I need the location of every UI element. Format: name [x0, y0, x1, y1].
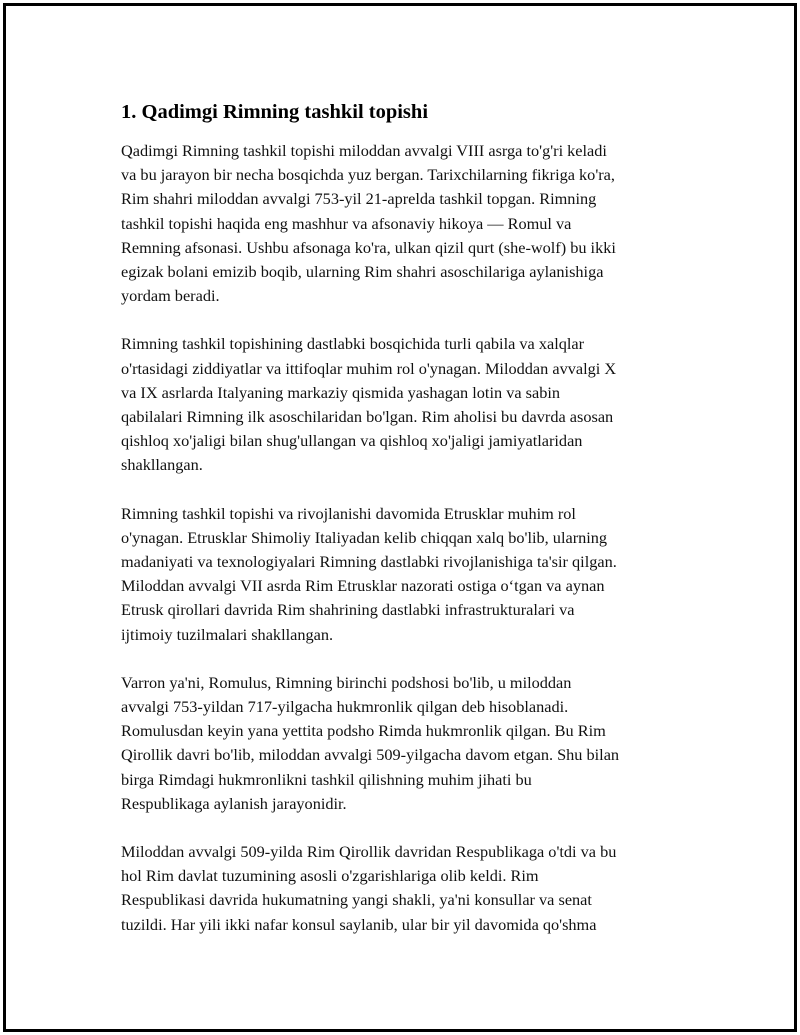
- document-body: [121, 99, 691, 961]
- paragraph-4: Varron ya'ni, Romulus, Rimning birinchi podshosi bo'lib, u miloddan avvalgi 753-yildan 717-yilgacha hukmronlik qilgan deb hisoblanadi. Romulusdan keyin yana yettita podsho Rimda hukmronlik qilgan. Bu Rim Qirollik davri bo'lib, miloddan avvalgi 509-yilgacha davom etgan. Shu bilan birga Rimdagi hukmronlikni tashkil qilishning muhim jihati bu Respublikaga aylanish jarayonidir.: [121, 672, 620, 813]
- page-frame: [3, 3, 797, 1032]
- paragraph-2: Rimning tashkil topishining dastlabki bosqichida turli qabila va xalqlar o'rtasidagi ziddiyatlar va ittifoqlar muhim rol o'ynagan. Miloddan avvalgi X va IX asrlarda Italyaning markaziy qismida yashagan lotin va sabin qabilalari Rimning ilk asoschilaridan bo'lgan. Rim aholisi bu davrda asosan qishloq xo'jaligi bilan shug'ullangan va qishloq xo'jaligi jamiyatlaridan shakllangan.: [121, 334, 617, 475]
- paragraph-3: Rimning tashkil topishi va rivojlanishi davomida Etrusklar muhim rol o'ynagan. Etrusklar Shimoliy Italiyadan kelib chiqqan xalq bo'lib, ularning madaniyati va texnologiyalari Rimning dastlabki rivojlanishiga ta'sir qilgan. Miloddan avvalgi VII asrda Rim Etrusklar nazorati ostiga o‘tgan va aynan Etrusk qirollari davrida Rim shahrining dastlabki infrastrukturalari va ijtimoiy tuzilmalari shakllangan.: [121, 503, 617, 644]
- paragraph-1: Qadimgi Rimning tashkil topishi miloddan avvalgi VIII asrga to'g'ri keladi va bu jarayon bir necha bosqichda yuz bergan. Tarixchilarning fikriga ko'ra, Rim shahri miloddan avvalgi 753-yil 21-aprelda tashkil topgan. Rimning tashkil topishi haqida eng mashhur va afsonaviy hikoya — Romul va Remning afsonasi. Ushbu afsonaga ko'ra, ulkan qizil qurt (she-wolf) bu ikki egizak bolani emizib boqib, ularning Rim shahri asoschilariga aylanishiga yordam beradi.: [121, 141, 616, 306]
- paragraph-5: Miloddan avvalgi 509-yilda Rim Qirollik davridan Respublikaga o'tdi va bu hol Rim davlat tuzumining asosli o'zgarishlariga olib keldi. Rim Respublikasi davrida hukumatning yangi shakli, ya'ni konsullar va senat tuzildi. Har yili ikki nafar konsul saylanib, ular bir yil davomida qo'shma: [121, 842, 617, 934]
- section-title: 1. Qadimgi Rimning tashkil topishi: [121, 101, 429, 123]
